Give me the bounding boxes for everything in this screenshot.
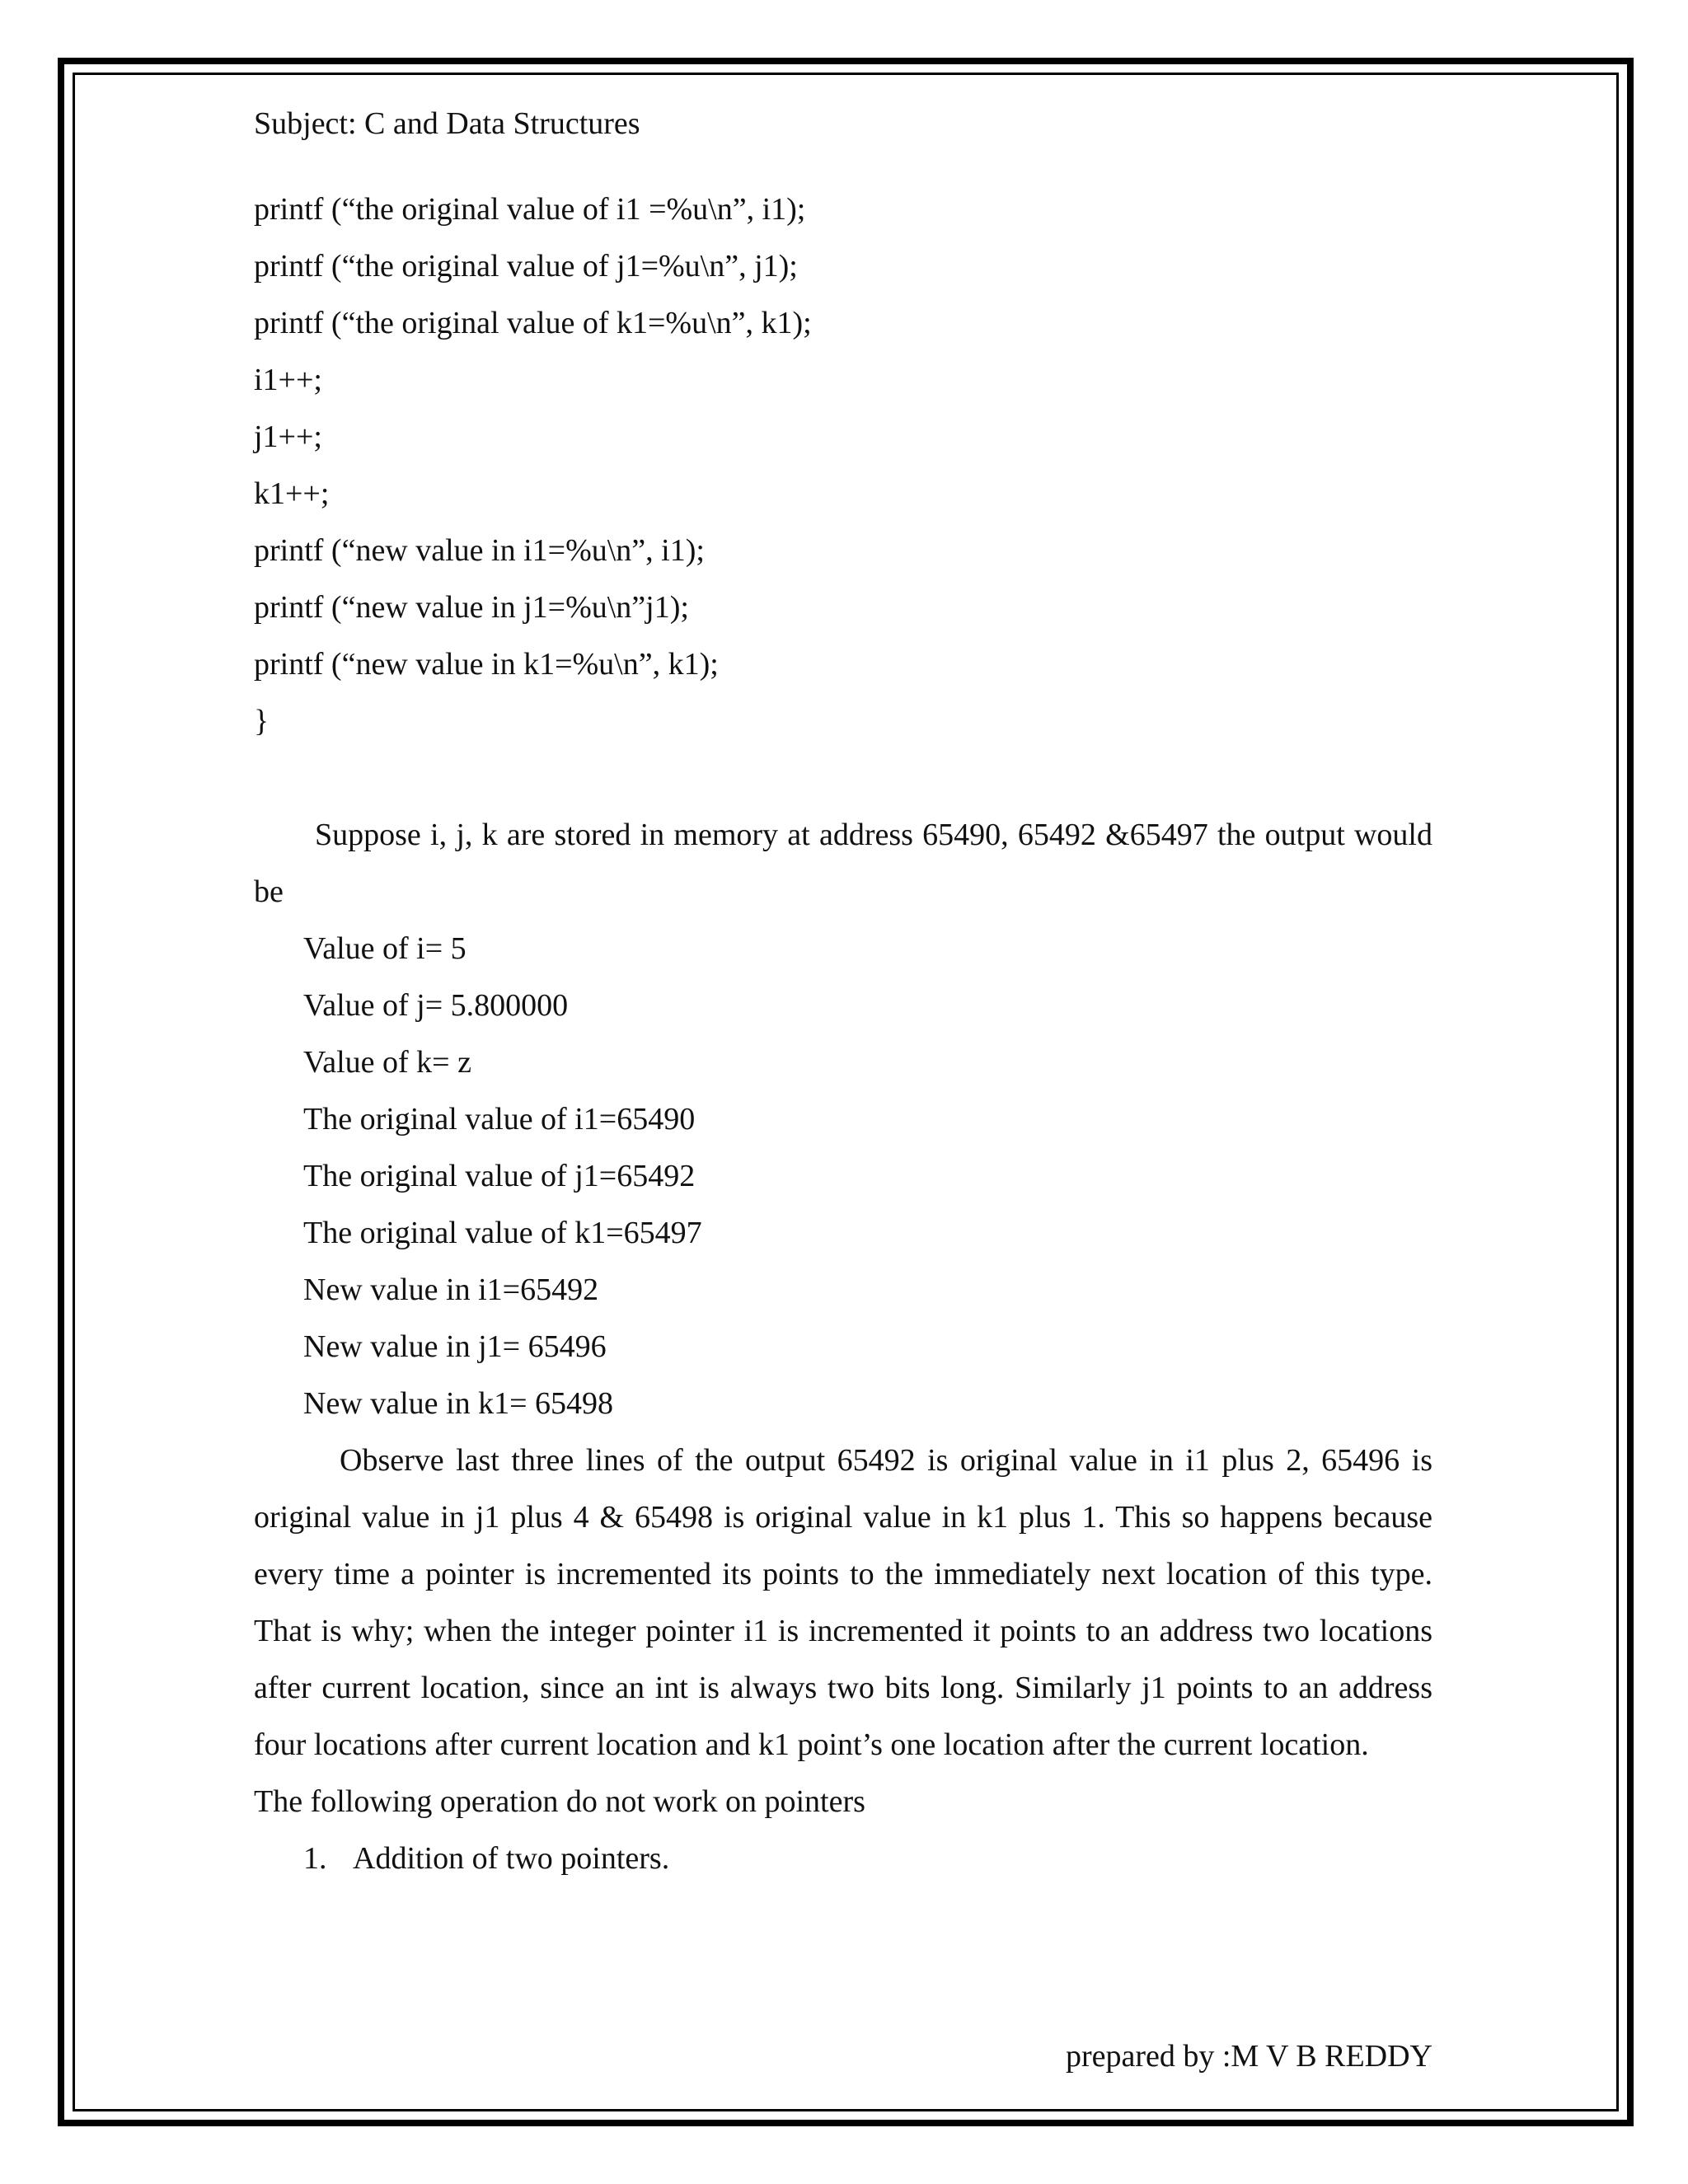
paragraph-observation: Observe last three lines of the output 65492 is original value in i1 plus 2, 65496 is original value in j1 plus 4 & 65498 is original value in k1 plus 1. This so happens because every time a pointer is incremented its points to the immediately next location of this type. That is why; when the integer pointer i1 is incremented it points to an address two locations after current location, since an int is always two bits long. Similarly j1 points to an address four locations after current location and k1 point’s one location after the current location. [254, 1443, 1432, 1762]
list-item-text: Addition of two pointers. [353, 1841, 670, 1876]
page-content [254, 99, 1432, 1887]
code-line: printf (“the original value of k1=%u\n”, k1); [254, 306, 812, 340]
output-line: New value in k1= 65498 [303, 1386, 614, 1421]
code-line: printf (“new value in j1=%u\n”j1); [254, 590, 689, 625]
footer-author: prepared by :M V B REDDY [1065, 2039, 1432, 2074]
output-line: Value of i= 5 [303, 931, 467, 966]
paragraph-memory-addresses: Suppose i, j, k are stored in memory at address 65490, 65492 &65497 the output would be [254, 818, 1432, 909]
subject-header: Subject: C and Data Structures [254, 106, 640, 141]
code-line: printf (“the original value of i1 =%u\n”, i1); [254, 192, 806, 227]
code-line: k1++; [254, 476, 330, 511]
code-line: i1++; [254, 363, 322, 397]
code-line: } [254, 704, 270, 738]
output-line: The original value of k1=65497 [303, 1216, 702, 1250]
operations-list [303, 1830, 1432, 1887]
paragraph-operations-intro: The following operation do not work on pointers [254, 1784, 865, 1819]
code-block [254, 181, 1432, 750]
list-item-number: 1. [303, 1841, 327, 1876]
output-block [303, 921, 1432, 1432]
code-line: printf (“the original value of j1=%u\n”, j1); [254, 249, 798, 284]
output-line: New value in j1= 65496 [303, 1329, 607, 1364]
output-line: The original value of j1=65492 [303, 1159, 696, 1193]
output-line: The original value of i1=65490 [303, 1102, 696, 1137]
list-item [303, 1830, 1432, 1887]
code-line: printf (“new value in i1=%u\n”, i1); [254, 533, 705, 568]
code-line: j1++; [254, 419, 322, 454]
code-line: printf (“new value in k1=%u\n”, k1); [254, 647, 719, 682]
output-line: Value of j= 5.800000 [303, 988, 569, 1023]
output-line: Value of k= z [303, 1045, 471, 1080]
output-line: New value in i1=65492 [303, 1272, 599, 1307]
